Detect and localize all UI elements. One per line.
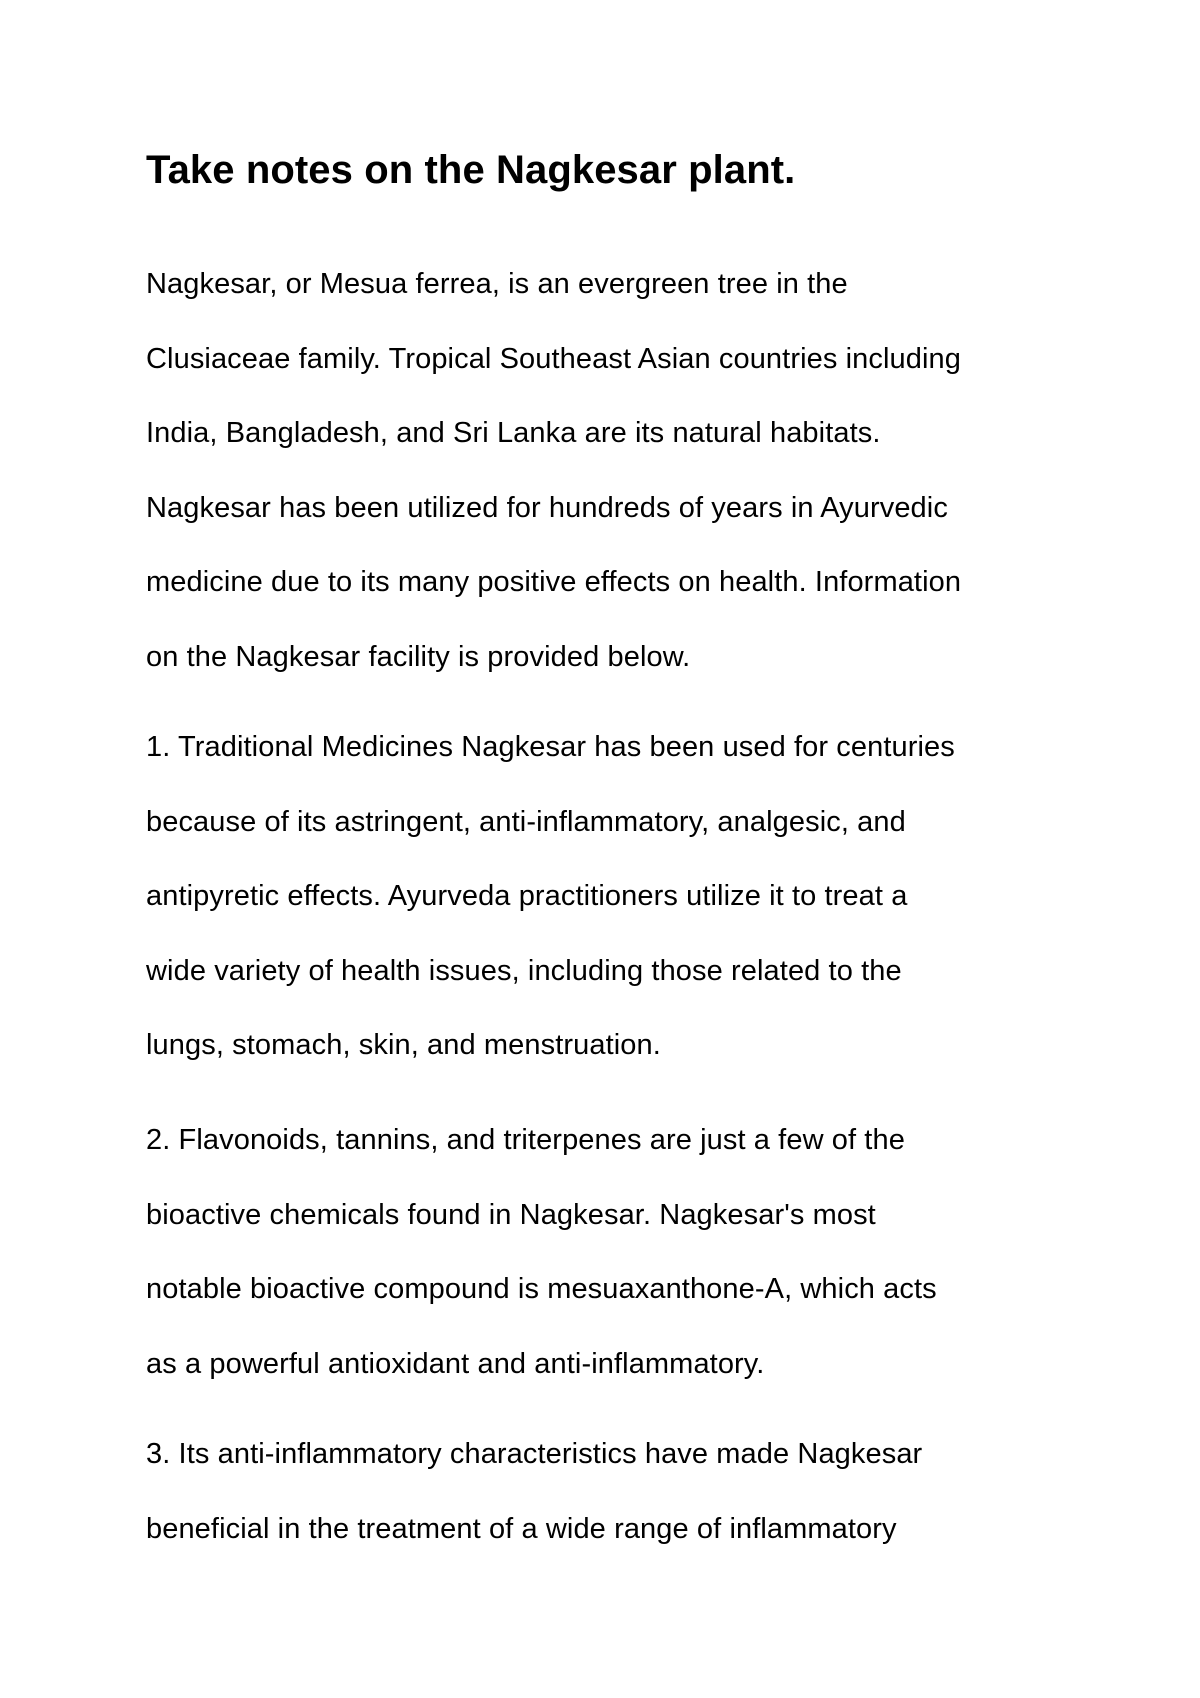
text-line: Clusiaceae family. Tropical Southeast Asian countries including	[146, 342, 961, 375]
text-line: India, Bangladesh, and Sri Lanka are its natural habitats.	[146, 417, 881, 449]
text-line: Nagkesar, or Mesua ferrea, is an evergreen tree in the	[146, 268, 848, 300]
list-item-bioactive-chemicals	[146, 1103, 1106, 1401]
text-line: antipyretic effects. Ayurveda practitioners utilize it to treat a	[146, 880, 908, 912]
text-line: medicine due to its many positive effects on health. Information	[146, 566, 962, 598]
list-item-traditional-medicines	[146, 710, 1106, 1083]
text-line: as a powerful antioxidant and anti-inflammatory.	[146, 1347, 765, 1380]
text-line: notable bioactive compound is mesuaxanthone-A, which acts	[146, 1273, 937, 1305]
text-line: Nagkesar has been utilized for hundreds of years in Ayurvedic	[146, 491, 948, 524]
list-item-anti-inflammatory	[146, 1417, 1106, 1566]
text-line: bioactive chemicals found in Nagkesar. Nagkesar's most	[146, 1198, 876, 1231]
page-title: Take notes on the Nagkesar plant.	[146, 148, 796, 192]
text-line: on the Nagkesar facility is provided below.	[146, 640, 691, 673]
text-line: because of its astringent, anti-inflammatory, analgesic, and	[146, 805, 906, 838]
text-line: 1. Traditional Medicines Nagkesar has been used for centuries	[146, 731, 955, 763]
text-line: lungs, stomach, skin, and menstruation.	[146, 1029, 661, 1061]
text-line: wide variety of health issues, including those related to the	[146, 954, 902, 987]
text-line: 2. Flavonoids, tannins, and triterpenes are just a few of the	[146, 1124, 905, 1156]
text-line: 3. Its anti-inflammatory characteristics have made Nagkesar	[146, 1438, 923, 1470]
intro-paragraph	[146, 247, 1106, 694]
text-line: beneficial in the treatment of a wide range of inflammatory	[146, 1512, 897, 1545]
